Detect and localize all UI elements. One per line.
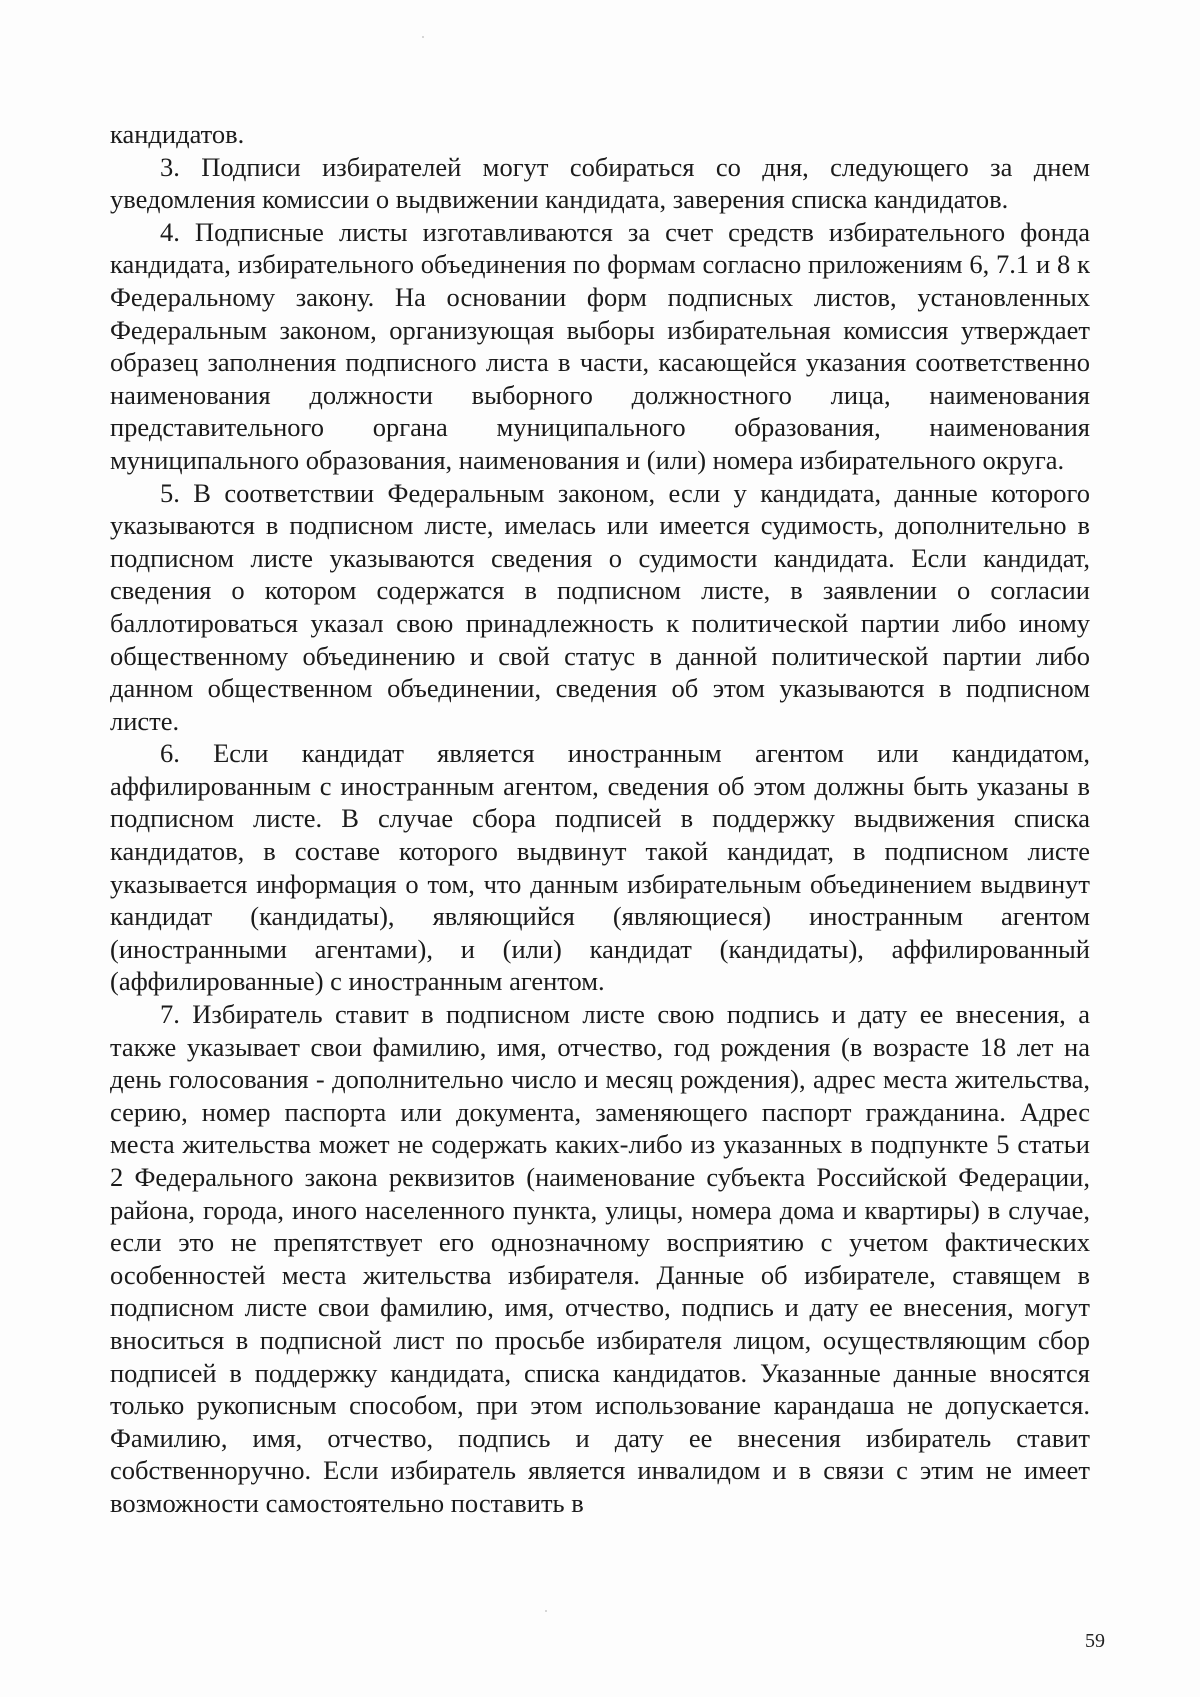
scan-speck xyxy=(545,1610,547,1612)
paragraph-continuation: кандидатов. xyxy=(110,119,245,149)
paragraph-item-5: 5. В соответствии Федеральным законом, если у кандидата, данные которого указываются в подписном листе, имелась или имеется судимость, дополнительно в подписном листе указываются сведения о судимости кандидата. Если кандидат, сведения о котором содержатся в подписном листе, в заявлении о согласии баллотироваться указал свою принадлежность к политической партии либо иному общественному объединению и свой статус в данной политической партии либо данном общественном объединении, сведения об этом указываются в подписном листе. xyxy=(110,477,1090,736)
paragraph-item-4: 4. Подписные листы изготавливаются за счет средств избирательного фонда кандидата, избирательного объединения по формам согласно приложениям 6, 7.1 и 8 к Федеральному закону. На основании форм подписных листов, установленных Федеральным законом, организующая выборы избирательная комиссия утверждает образец заполнения подписного листа в части, касающейся указания соответственно наименования должности выборного должностного лица, наименования представительного органа муниципального образования, наименования муниципального образования, наименования и (или) номера избирательного округа. xyxy=(110,216,1090,475)
scan-speck xyxy=(422,36,424,38)
paragraph-item-7: 7. Избиратель ставит в подписном листе свою подпись и дату ее внесения, а также указывает свои фамилию, имя, отчество, год рождения (в возрасте 18 лет на день голосования - дополнительно число и месяц рождения), адрес места жительства, серию, номер паспорта или документа, заменяющего паспорт гражданина. Адрес места жительства может не содержать каких-либо из указанных в подпункте 5 статьи 2 Федерального закона реквизитов (наименование субъекта Российской Федерации, района, города, иного населенного пункта, улицы, номера дома и квартиры) в случае, если это не препятствует его однозначному восприятию с учетом фактических особенностей места жительства избирателя. Данные об избирателе, ставящем в подписном листе свои фамилию, имя, отчество, подпись и дату ее внесения, могут вноситься в подписной лист по просьбе избирателя лицом, осуществляющим сбор подписей в поддержку кандидата, списка кандидатов. Указанные данные вносятся только рукописным способом, при этом использование карандаша не допускается. Фамилию, имя, отчество, подпись и дату ее внесения избиратель ставит собственноручно. Если избиратель является инвалидом и в связи с этим не имеет возможности самостоятельно поставить в xyxy=(110,999,1090,1518)
paragraph-item-6: 6. Если кандидат является иностранным агентом или кандидатом, аффилированным с иностранным агентом, сведения об этом должны быть указаны в подписном листе. В случае сбора подписей в поддержку выдвижения списка кандидатов, в составе которого выдвинут такой кандидат, в подписном листе указывается информация о том, что данным избирательным объединением выдвинут кандидат (кандидаты), являющийся (являющиеся) иностранным агентом (иностранными агентами), и (или) кандидат (кандидаты), аффилированный (аффилированные) с иностранным агентом. xyxy=(110,738,1090,997)
page-number: 59 xyxy=(1085,1630,1105,1652)
document-body xyxy=(110,118,1090,1520)
paragraph-item-3: 3. Подписи избирателей могут собираться со дня, следующего за днем уведомления комиссии о выдвижении кандидата, заверения списка кандидатов. xyxy=(110,151,1090,215)
